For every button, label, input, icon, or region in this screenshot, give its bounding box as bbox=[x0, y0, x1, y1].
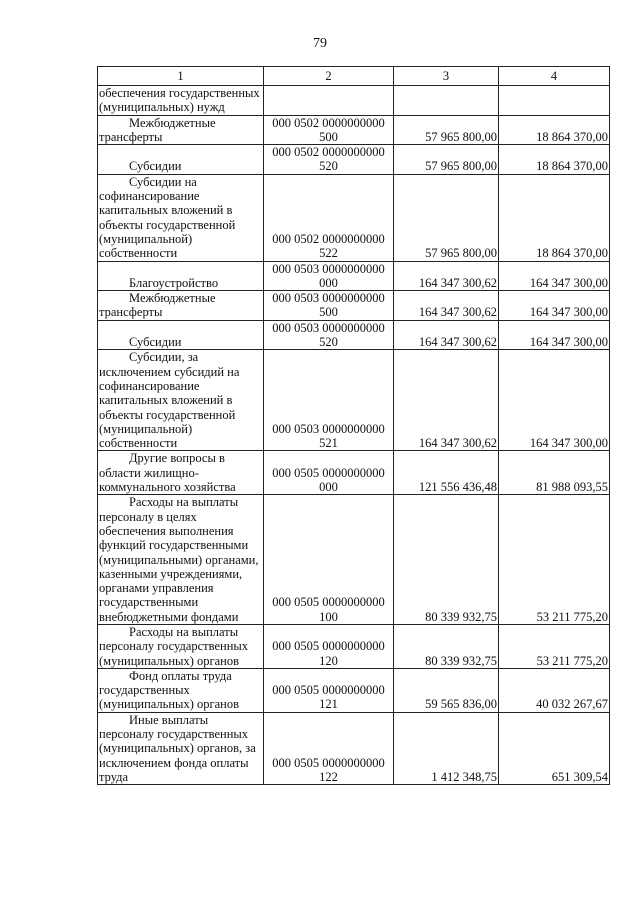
item-name-line: объекты государственной bbox=[99, 217, 236, 232]
cell-amount-col4: 53 211 775,20 bbox=[499, 624, 610, 668]
item-name-line: собственности bbox=[99, 246, 178, 261]
cell-budget-code bbox=[264, 115, 394, 145]
table-row bbox=[98, 291, 610, 321]
cell-amount-col4: 18 864 370,00 bbox=[499, 174, 610, 261]
cell-item-name bbox=[98, 115, 264, 145]
cell-budget-code bbox=[264, 291, 394, 321]
budget-code-line: 000 0505 0000000000 bbox=[272, 639, 385, 654]
budget-code-line: 000 0505 0000000000 bbox=[272, 683, 385, 698]
cell-item-name bbox=[98, 350, 264, 451]
cell-amount-col4: 164 347 300,00 bbox=[499, 350, 610, 451]
cell-amount-col3: 80 339 932,75 bbox=[394, 495, 499, 625]
budget-code-line: 000 0502 0000000000 bbox=[272, 115, 385, 130]
budget-code-line: 122 bbox=[319, 769, 338, 784]
item-name-line: персоналу государственных bbox=[99, 639, 249, 654]
cell-budget-code bbox=[264, 145, 394, 175]
cell-budget-code bbox=[264, 350, 394, 451]
item-name-line: (муниципальной) bbox=[99, 231, 193, 246]
budget-code-line: 000 0503 0000000000 bbox=[272, 421, 385, 436]
cell-item-name bbox=[98, 261, 264, 291]
table-row bbox=[98, 115, 610, 145]
budget-code-line: 000 0503 0000000000 bbox=[272, 291, 385, 306]
item-name-line: объекты государственной bbox=[99, 407, 236, 422]
table-row bbox=[98, 451, 610, 495]
item-name-line: собственности bbox=[99, 436, 178, 451]
item-name-line: (муниципальной) bbox=[99, 421, 193, 436]
item-name-line: коммунального хозяйства bbox=[99, 480, 236, 495]
item-name-line: обеспечения выполнения bbox=[99, 523, 234, 538]
cell-budget-code bbox=[264, 174, 394, 261]
item-name-line: софинансирование bbox=[99, 378, 200, 393]
table-row bbox=[98, 174, 610, 261]
item-name-line: трансферты bbox=[99, 129, 163, 144]
item-name-line: Субсидии, за bbox=[129, 350, 199, 365]
cell-amount-col3: 164 347 300,62 bbox=[394, 320, 499, 350]
column-header-4: 4 bbox=[499, 67, 610, 86]
cell-amount-col3: 57 965 800,00 bbox=[394, 115, 499, 145]
budget-code-line: 121 bbox=[319, 697, 338, 712]
budget-code-line: 120 bbox=[319, 653, 338, 668]
budget-code-line: 000 0502 0000000000 bbox=[272, 145, 385, 160]
item-name-line: Расходы на выплаты bbox=[129, 624, 239, 639]
table-row bbox=[98, 350, 610, 451]
item-name-line: персоналу государственных bbox=[99, 727, 249, 742]
cell-amount-col4: 651 309,54 bbox=[499, 712, 610, 784]
table-row bbox=[98, 495, 610, 625]
table-row bbox=[98, 624, 610, 668]
budget-code-line: 100 bbox=[319, 609, 338, 624]
cell-item-name bbox=[98, 320, 264, 350]
table-row bbox=[98, 145, 610, 175]
table-row bbox=[98, 320, 610, 350]
cell-amount-col3 bbox=[394, 86, 499, 116]
cell-amount-col3: 80 339 932,75 bbox=[394, 624, 499, 668]
cell-amount-col3: 164 347 300,62 bbox=[394, 350, 499, 451]
cell-item-name bbox=[98, 495, 264, 625]
cell-amount-col4: 164 347 300,00 bbox=[499, 320, 610, 350]
header-row bbox=[98, 67, 610, 86]
cell-amount-col4 bbox=[499, 86, 610, 116]
cell-item-name bbox=[98, 291, 264, 321]
table-row bbox=[98, 668, 610, 712]
column-header-3: 3 bbox=[394, 67, 499, 86]
table-row bbox=[98, 261, 610, 291]
cell-amount-col3: 57 965 800,00 bbox=[394, 145, 499, 175]
cell-item-name bbox=[98, 624, 264, 668]
cell-amount-col4: 40 032 267,67 bbox=[499, 668, 610, 712]
item-name-line: (муниципальными) органами, bbox=[99, 552, 259, 567]
column-header-1: 1 bbox=[98, 67, 264, 86]
page-number: 79 bbox=[313, 36, 327, 51]
cell-amount-col4: 81 988 093,55 bbox=[499, 451, 610, 495]
cell-amount-col4: 18 864 370,00 bbox=[499, 145, 610, 175]
item-name-line: персоналу в целях bbox=[99, 509, 197, 524]
item-name-line: софинансирование bbox=[99, 189, 200, 204]
item-name-line: (муниципальных) органов bbox=[99, 653, 240, 668]
table-body bbox=[98, 86, 610, 785]
item-name-line: области жилищно- bbox=[99, 465, 199, 480]
item-name-line: Субсидии на bbox=[129, 174, 197, 189]
cell-budget-code bbox=[264, 712, 394, 784]
budget-code-line: 521 bbox=[319, 436, 338, 451]
budget-code-line: 520 bbox=[319, 159, 338, 174]
budget-code-line: 500 bbox=[319, 129, 338, 144]
budget-code-line: 522 bbox=[319, 246, 338, 261]
item-name-line: Расходы на выплаты bbox=[129, 495, 239, 510]
item-name-line: Фонд оплаты труда bbox=[129, 668, 232, 683]
cell-item-name bbox=[98, 451, 264, 495]
item-name-line: казенными учреждениями, bbox=[99, 566, 243, 581]
budget-code-line: 000 0503 0000000000 bbox=[272, 261, 385, 276]
cell-amount-col4: 164 347 300,00 bbox=[499, 291, 610, 321]
table-row bbox=[98, 712, 610, 784]
cell-budget-code bbox=[264, 624, 394, 668]
cell-amount-col4: 18 864 370,00 bbox=[499, 115, 610, 145]
cell-budget-code bbox=[264, 261, 394, 291]
item-name-line: Иные выплаты bbox=[129, 712, 209, 727]
item-name-line: исключением фонда оплаты bbox=[99, 755, 249, 770]
budget-code-line: 000 bbox=[319, 480, 338, 495]
item-name-line: капитальных вложений в bbox=[99, 393, 233, 408]
item-name-line: Межбюджетные bbox=[129, 291, 216, 306]
item-name-line: Другие вопросы в bbox=[129, 451, 225, 466]
budget-code-line: 000 0505 0000000000 bbox=[272, 595, 385, 610]
item-name-line: (муниципальных) органов bbox=[99, 697, 240, 712]
cell-amount-col3: 164 347 300,62 bbox=[394, 261, 499, 291]
cell-budget-code bbox=[264, 451, 394, 495]
cell-budget-code bbox=[264, 320, 394, 350]
cell-item-name bbox=[98, 174, 264, 261]
budget-code-line: 500 bbox=[319, 305, 338, 320]
budget-code-line: 000 0502 0000000000 bbox=[272, 231, 385, 246]
item-name-line: Благоустройство bbox=[129, 275, 219, 290]
cell-amount-col4: 164 347 300,00 bbox=[499, 261, 610, 291]
budget-code-line: 520 bbox=[319, 335, 338, 350]
cell-item-name bbox=[98, 668, 264, 712]
item-name-line: Субсидии bbox=[129, 335, 182, 350]
cell-amount-col4: 53 211 775,20 bbox=[499, 495, 610, 625]
cell-amount-col3: 121 556 436,48 bbox=[394, 451, 499, 495]
budget-table bbox=[97, 66, 610, 785]
budget-code-line: 000 0505 0000000000 bbox=[272, 465, 385, 480]
cell-amount-col3: 57 965 800,00 bbox=[394, 174, 499, 261]
budget-code-line: 000 0503 0000000000 bbox=[272, 320, 385, 335]
item-name-line: внебюджетными фондами bbox=[99, 609, 239, 624]
item-name-line: Субсидии bbox=[129, 159, 182, 174]
item-name-line: (муниципальных) нужд bbox=[99, 100, 225, 115]
table-row bbox=[98, 86, 610, 116]
item-name-line: исключением субсидий на bbox=[99, 364, 240, 379]
budget-code-line: 000 bbox=[319, 275, 338, 290]
budget-code-line: 000 0505 0000000000 bbox=[272, 755, 385, 770]
item-name-line: капитальных вложений в bbox=[99, 203, 233, 218]
cell-budget-code bbox=[264, 495, 394, 625]
cell-budget-code bbox=[264, 668, 394, 712]
cell-amount-col3: 59 565 836,00 bbox=[394, 668, 499, 712]
cell-amount-col3: 164 347 300,62 bbox=[394, 291, 499, 321]
cell-item-name bbox=[98, 712, 264, 784]
item-name-line: труда bbox=[99, 769, 129, 784]
cell-amount-col3: 1 412 348,75 bbox=[394, 712, 499, 784]
cell-budget-code bbox=[264, 86, 394, 116]
item-name-line: Межбюджетные bbox=[129, 115, 216, 130]
cell-item-name bbox=[98, 145, 264, 175]
item-name-line: органами управления bbox=[99, 581, 214, 596]
cell-item-name bbox=[98, 86, 264, 116]
item-name-line: государственными bbox=[99, 595, 199, 610]
item-name-line: государственных bbox=[99, 683, 190, 698]
item-name-line: (муниципальных) органов, за bbox=[99, 741, 256, 756]
item-name-line: обеспечения государственных bbox=[99, 86, 260, 100]
item-name-line: функций государственными bbox=[99, 538, 249, 553]
item-name-line: трансферты bbox=[99, 305, 163, 320]
column-header-2: 2 bbox=[264, 67, 394, 86]
